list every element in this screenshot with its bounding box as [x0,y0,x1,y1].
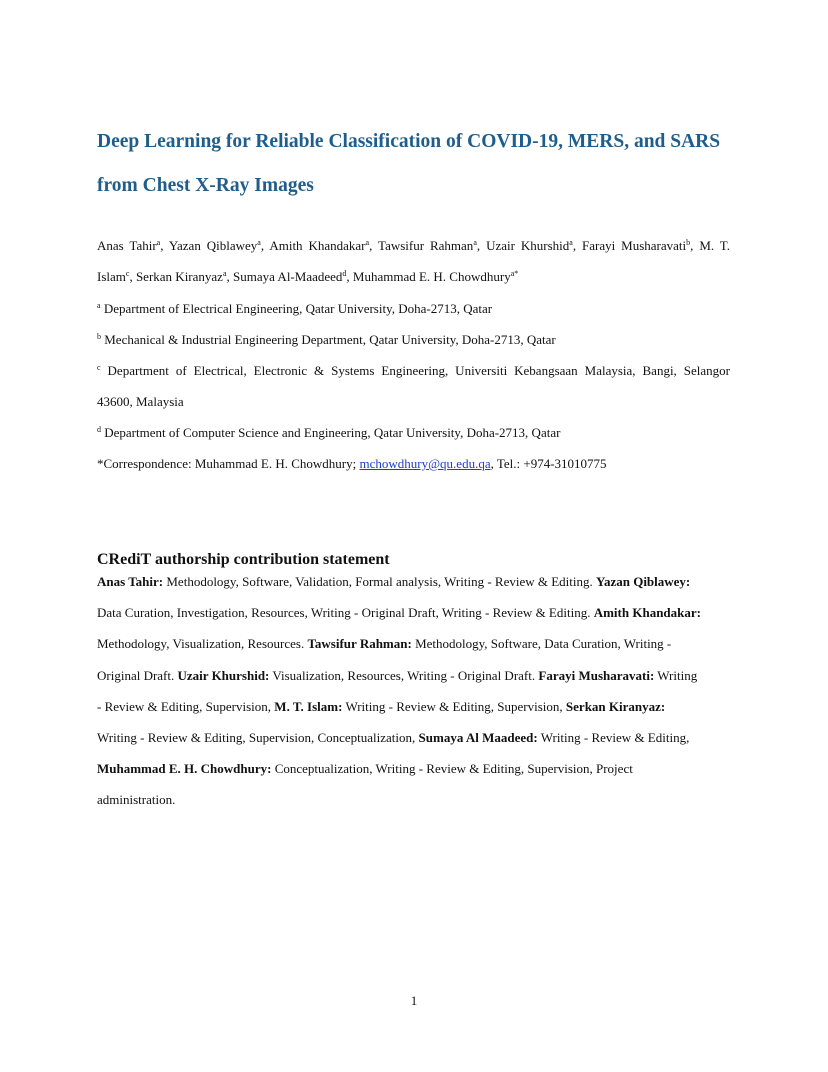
affiliation-c-continued [97,394,184,410]
author-name: Farayi Musharavati [582,238,687,253]
affiliation-d [97,425,560,441]
author-affiliation-mark: c [125,269,130,278]
affiliation-b [97,332,556,348]
correspondence-prefix: *Correspondence: Muhammad E. H. Chowdhury; [97,456,360,471]
contributor-name: Uzair Khurshid: [177,668,270,683]
correspondence-email-link[interactable]: mchowdhury@qu.edu.qa [359,456,491,471]
credit-line-3 [97,636,671,652]
contributor-roles-part-2: administration. [97,792,176,807]
author-affiliation-mark: a [365,238,370,247]
affiliation-mark: d [97,425,101,434]
contributor-roles-part-2: Original Draft. [97,668,175,683]
contributor-roles-part-1: Methodology, Software, Data Curation, Writing - [415,636,672,651]
author-name-part-2: Islam [97,269,126,284]
credit-line-8 [97,792,175,808]
author-affiliation-mark: a [473,238,477,247]
author-affiliation-mark: a [257,238,261,247]
contributor-roles: Methodology, Software, Validation, Formal analysis, Writing - Review & Editing. [166,574,593,589]
credit-heading: CRediT authorship contribution statement [97,551,390,568]
author-name: Uzair Khurshid [486,238,570,253]
contributor-name: Sumaya Al Maadeed: [418,730,538,745]
contributor-roles: Writing - Review & Editing, [540,730,690,745]
correspondence-line [97,456,607,472]
contributor-name: Muhammad E. H. Chowdhury: [97,761,272,776]
author-affiliation-mark: a* [510,269,519,278]
author-name: Anas Tahir [97,238,157,253]
correspondence-suffix: , Tel.: +974-31010775 [490,456,607,471]
author-name-part-1: M. T. [699,238,731,253]
affiliation-mark: a [97,301,101,310]
author-list-line-2: Islam$^c$, Serkan Kiranyaz$^a$, Sumaya Al-Maadeed$^d$, Muhammad E. H. Chowdhury$^{a*}$ [97,269,519,284]
credit-line-5 [97,699,665,715]
author-name: Yazan Qiblawey [168,238,258,253]
contributor-roles: Methodology, Visualization, Resources. [97,636,305,651]
author-name: Sumaya Al-Maadeed [233,269,343,284]
author-affiliation-mark: a [156,238,161,247]
contributor-roles-part-2: - Review & Editing, Supervision, [97,699,272,714]
author-name: Serkan Kiranyaz [135,269,223,284]
contributor-name: M. T. Islam: [274,699,343,714]
contributor-name: Amith Khandakar: [593,605,701,620]
author-name: Muhammad E. H. Chowdhury [352,269,511,284]
author-affiliation-mark: a [222,269,227,278]
affiliation-text: Department of Computer Science and Engineering, Qatar University, Doha-2713, Qatar [104,425,561,440]
affiliation-c [97,363,730,379]
contributor-name: Farayi Musharavati: [538,668,655,683]
credit-line-6 [97,730,689,746]
author-affiliation-mark: b [686,238,691,247]
author-affiliation-mark: d [342,269,347,278]
contributor-roles: Writing - Review & Editing, Supervision, Conceptualization, [97,730,416,745]
affiliation-a [97,301,492,317]
author-affiliation-mark: a [569,238,573,247]
author-name: Tawsifur Rahman [378,238,474,253]
contributor-name: Yazan Qiblawey: [596,574,691,589]
page-number: 1 [410,993,418,1008]
affiliation-text: Mechanical & Industrial Engineering Department, Qatar University, Doha-2713, Qatar [104,332,556,347]
contributor-roles: Writing - Review & Editing, Supervision, [345,699,563,714]
credit-line-4 [97,668,697,684]
contributor-roles-part-1: Writing [657,668,698,683]
paper-title-line-1: Deep Learning for Reliable Classification of COVID-19, MERS, and SARS [97,131,721,152]
contributor-roles: Visualization, Resources, Writing - Original Draft. [272,668,536,683]
contributor-name: Tawsifur Rahman: [307,636,412,651]
author-list-line-1: Anas Tahir$^a$, Yazan Qiblawey$^a$, Amith Khandakar$^a$, Tawsifur Rahman$^a$, Uzair Khurshid$^a$, Farayi Musharavati$^b$, M. T. [97,238,731,253]
paper-title-line-2: from Chest X-Ray Images [97,175,314,196]
credit-line-1 [97,574,690,590]
contributor-name: Anas Tahir: [97,574,164,589]
author-name: Amith Khandakar [269,238,366,253]
contributor-name: Serkan Kiranyaz: [565,699,666,714]
affiliation-text: Department of Electrical Engineering, Qatar University, Doha-2713, Qatar [103,301,493,316]
affiliation-text: Department of Electrical, Electronic & Systems Engineering, Universiti Kebangsaan Malaysia, Bangi, Selangor [107,363,730,378]
affiliation-mark: c [97,363,101,372]
contributor-roles: Data Curation, Investigation, Resources, Writing - Original Draft, Writing - Review & Editing. [97,605,591,620]
credit-line-7 [97,761,633,777]
contributor-roles-part-1: Conceptualization, Writing - Review & Editing, Supervision, Project [274,761,633,776]
credit-line-2 [97,605,701,621]
affiliation-mark: b [97,332,101,341]
affiliation-text-continued: 43600, Malaysia [97,394,184,409]
